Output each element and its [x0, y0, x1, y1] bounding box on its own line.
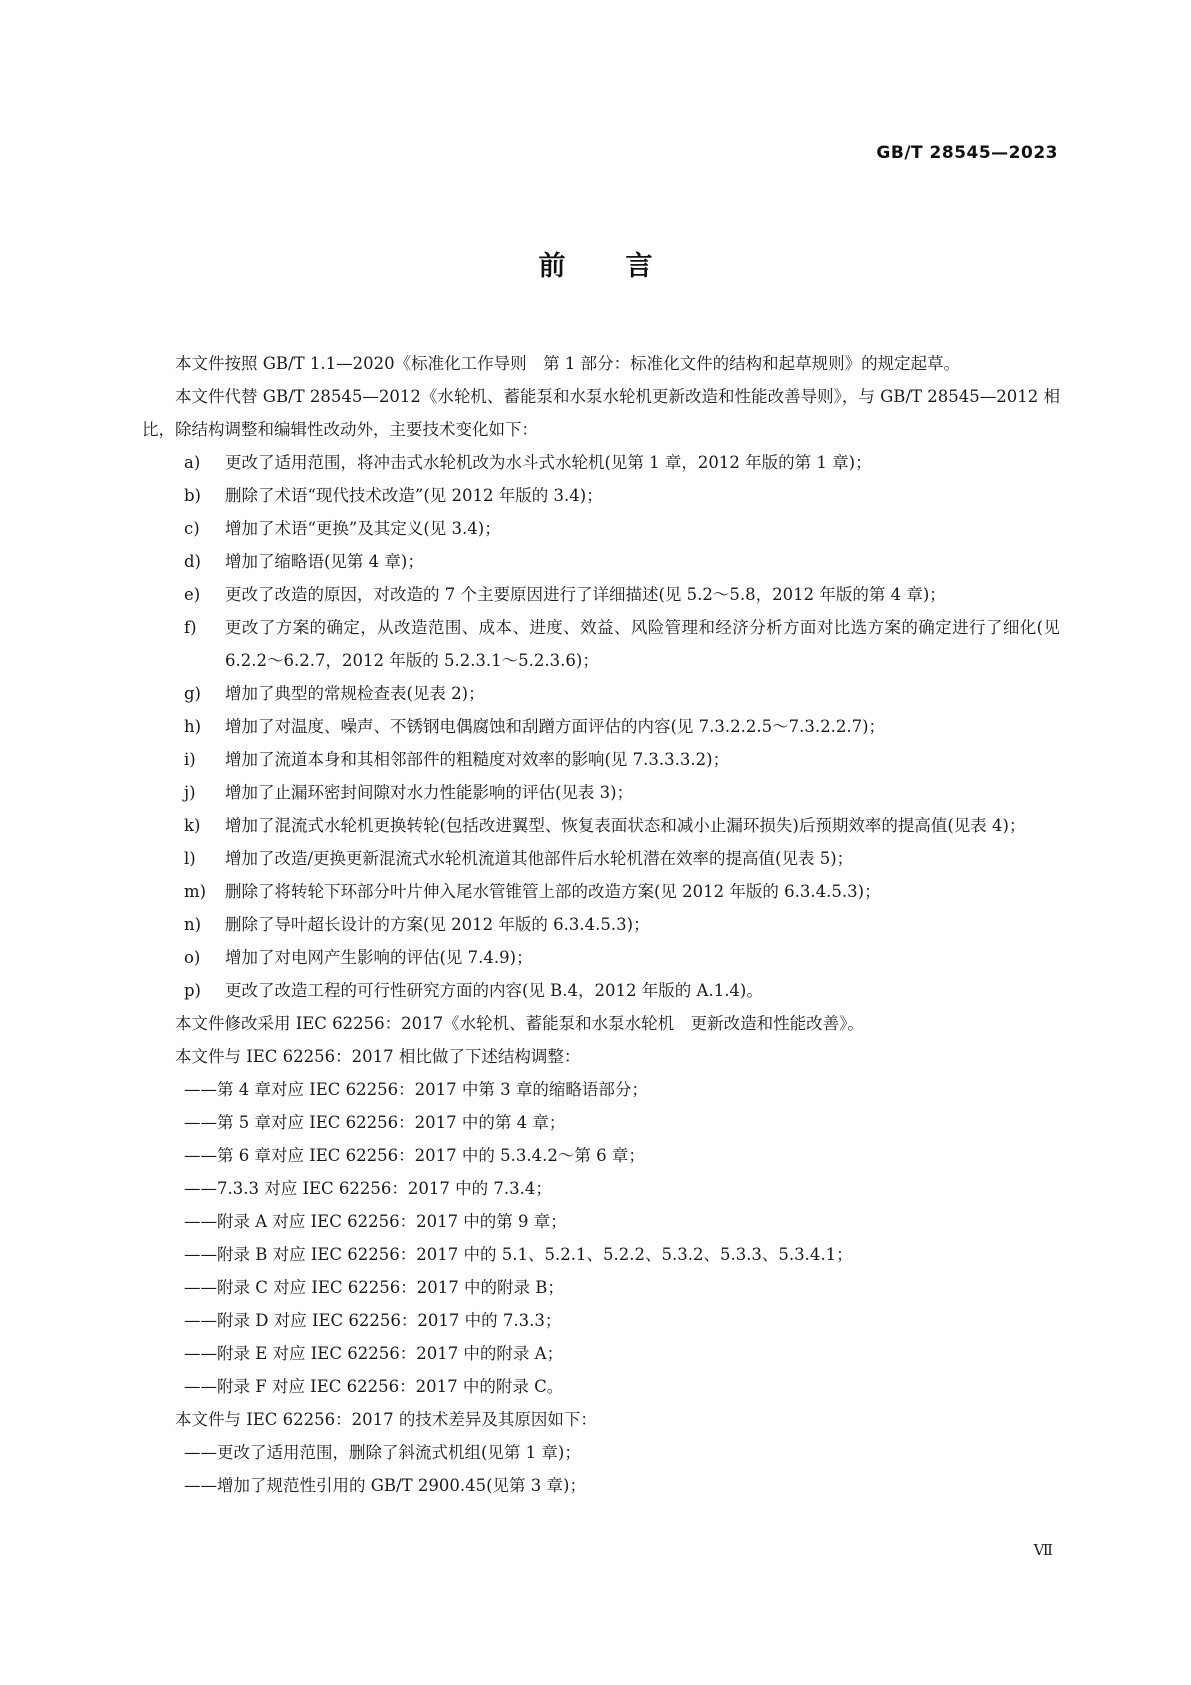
- dash-item: ——增加了规范性引用的 GB/T 2900.45(见第 3 章)；: [184, 1476, 586, 1495]
- list-marker: m): [184, 882, 207, 901]
- dash-item: ——附录 A 对应 IEC 62256：2017 中的第 9 章；: [184, 1212, 567, 1231]
- paragraph-structure-intro: 本文件与 IEC 62256：2017 相比做了下述结构调整：: [175, 1047, 581, 1066]
- technical-differences-list: [142, 1436, 1060, 1502]
- dash-item: ——附录 B 对应 IEC 62256：2017 中的 5.1、5.2.1、5.2.2、5.3.2、5.3.3、5.3.4.1；: [184, 1245, 853, 1264]
- dash-item: ——7.3.3 对应 IEC 62256：2017 中的 7.3.4；: [184, 1179, 552, 1198]
- list-text: 更改了改造的原因，对改造的 7 个主要原因进行了详细描述(见 5.2～5.8，2012 年版的第 4 章)；: [225, 585, 946, 604]
- list-marker: a): [184, 453, 201, 472]
- list-item: [142, 578, 1060, 611]
- list-item: [142, 941, 1060, 974]
- list-text: 增加了止漏环密封间隙对水力性能影响的评估(见表 3)；: [225, 783, 634, 802]
- list-marker: n): [184, 915, 202, 934]
- list-item: [142, 611, 1060, 677]
- list-item: [142, 677, 1060, 710]
- list-text: 增加了典型的常规检查表(见表 2)；: [225, 684, 485, 703]
- list-text: 删除了术语“现代技术改造”(见 2012 年版的 3.4)；: [225, 486, 603, 505]
- list-text: 删除了导叶超长设计的方案(见 2012 年版的 6.3.4.5.3)；: [225, 915, 650, 934]
- list-text: 增加了术语“更换”及其定义(见 3.4)；: [225, 519, 501, 538]
- list-item: [142, 875, 1060, 908]
- list-marker: o): [184, 948, 201, 967]
- list-item: [142, 974, 1060, 1007]
- list-item: [142, 545, 1060, 578]
- list-marker: b): [184, 486, 201, 505]
- paragraph-replaces: 本文件代替 GB/T 28545—2012《水轮机、蓄能泵和水泵水轮机更新改造和性能改善导则》，与 GB/T 28545—2012 相比，除结构调整和编辑性改动外，主要技术变化如下：: [142, 387, 1060, 439]
- dash-item: ——更改了适用范围，删除了斜流式机组(见第 1 章)；: [184, 1443, 581, 1462]
- page-title: 前言: [538, 251, 713, 282]
- dash-item: ——附录 D 对应 IEC 62256：2017 中的 7.3.3；: [184, 1311, 562, 1330]
- list-item: [142, 908, 1060, 941]
- document-body: [142, 347, 1060, 1502]
- list-marker: j): [184, 783, 196, 802]
- list-item: [142, 479, 1060, 512]
- list-marker: l): [184, 849, 196, 868]
- dash-item: ——附录 F 对应 IEC 62256：2017 中的附录 C。: [184, 1377, 564, 1396]
- list-marker: k): [184, 816, 201, 835]
- list-text: 更改了改造工程的可行性研究方面的内容(见 B.4，2012 年版的 A.1.4)。: [225, 981, 763, 1000]
- list-item: [142, 809, 1060, 842]
- list-text: 增加了流道本身和其相邻部件的粗糙度对效率的影响(见 7.3.3.3.2)；: [225, 750, 730, 769]
- dash-item: ——第 5 章对应 IEC 62256：2017 中的第 4 章；: [184, 1113, 566, 1132]
- paragraph-differences-intro: 本文件与 IEC 62256：2017 的技术差异及其原因如下：: [175, 1410, 597, 1429]
- list-marker: f): [184, 618, 197, 637]
- paragraph-iec-adoption: 本文件修改采用 IEC 62256：2017《水轮机、蓄能泵和水泵水轮机 更新改造和性能改善》。: [175, 1014, 864, 1033]
- list-marker: d): [184, 552, 201, 571]
- list-text: 增加了对温度、噪声、不锈钢电偶腐蚀和刮蹭方面评估的内容(见 7.3.2.2.5～7.3.2.2.7)；: [225, 717, 886, 736]
- dash-item: ——第 4 章对应 IEC 62256：2017 中第 3 章的缩略语部分；: [184, 1080, 648, 1099]
- dash-item: ——附录 E 对应 IEC 62256：2017 中的附录 A；: [184, 1344, 564, 1363]
- dash-item: ——第 6 章对应 IEC 62256：2017 中的 5.3.4.2～第 6 章；: [184, 1146, 645, 1165]
- list-marker: e): [184, 585, 201, 604]
- standard-number: GB/T 28545—2023: [876, 143, 1058, 163]
- page-number: Ⅶ: [1033, 1541, 1053, 1559]
- list-text: 更改了适用范围，将冲击式水轮机改为水斗式水轮机(见第 1 章，2012 年版的第 1 章)；: [225, 453, 872, 472]
- dash-item: ——附录 C 对应 IEC 62256：2017 中的附录 B；: [184, 1278, 564, 1297]
- list-text: 更改了方案的确定，从改造范围、成本、进度、效益、风险管理和经济分析方面对比选方案的确定进行了细化(见 6.2.2～6.2.7，2012 年版的 5.2.3.1～5.2.3.6)；: [225, 618, 1060, 670]
- list-text: 删除了将转轮下环部分叶片伸入尾水管锥管上部的改造方案(见 2012 年版的 6.3.4.5.3)；: [225, 882, 881, 901]
- list-text: 增加了对电网产生影响的评估(见 7.4.9)；: [225, 948, 533, 967]
- paragraph-drafting-rule: 本文件按照 GB/T 1.1—2020《标准化工作导则 第 1 部分：标准化文件的结构和起草规则》的规定起草。: [175, 354, 961, 373]
- list-item: [142, 710, 1060, 743]
- technical-changes-list: [142, 446, 1060, 1007]
- list-item: [142, 446, 1060, 479]
- list-item: [142, 842, 1060, 875]
- list-text: 增加了混流式水轮机更换转轮(包括改进翼型、恢复表面状态和减小止漏环损失)后预期效率的提高值(见表 4)；: [225, 816, 1026, 835]
- list-marker: g): [184, 684, 201, 703]
- list-item: [142, 743, 1060, 776]
- list-marker: c): [184, 519, 200, 538]
- list-marker: h): [184, 717, 202, 736]
- structure-changes-list: [142, 1073, 1060, 1403]
- list-marker: i): [184, 750, 196, 769]
- list-marker: p): [184, 981, 201, 1000]
- list-text: 增加了改造/更换更新混流式水轮机流道其他部件后水轮机潜在效率的提高值(见表 5)；: [225, 849, 854, 868]
- list-text: 增加了缩略语(见第 4 章)；: [225, 552, 424, 571]
- list-item: [142, 512, 1060, 545]
- list-item: [142, 776, 1060, 809]
